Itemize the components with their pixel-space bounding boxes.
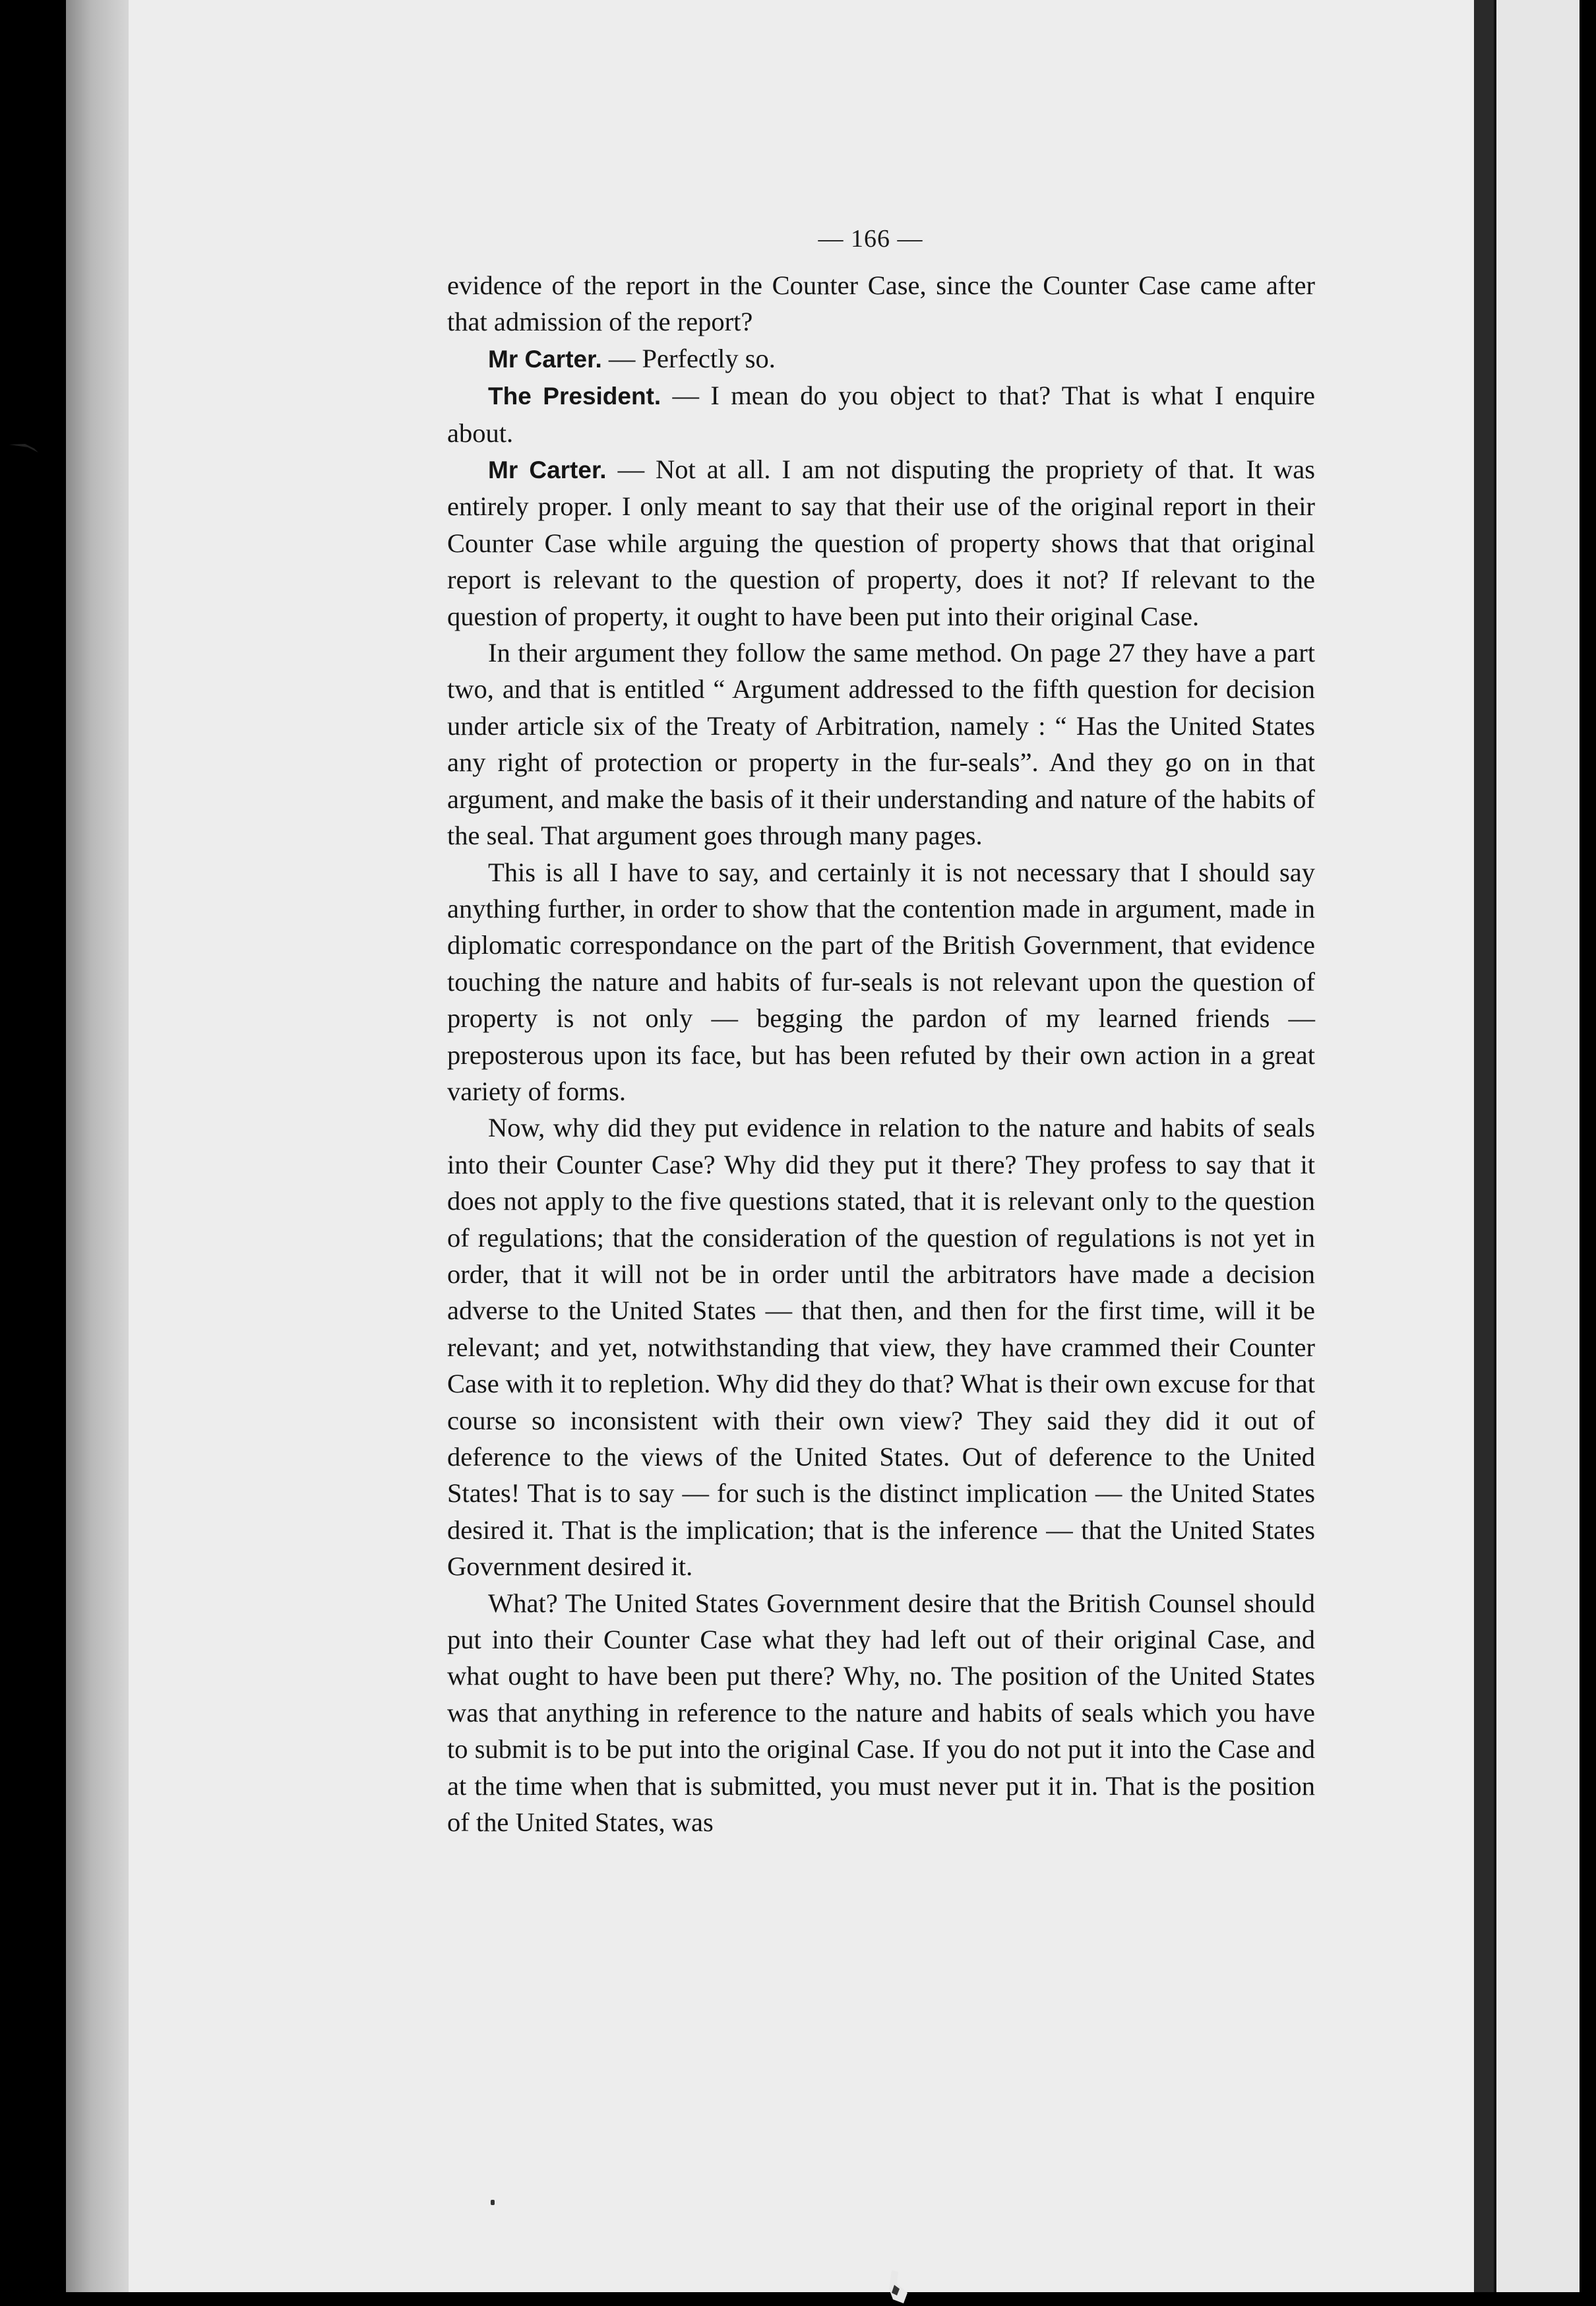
paragraph-text: In their argument they follow the same method. On page 27 they have a part two, and that is entitled “ Argument addressed to the fifth question for decision under article six of the Treaty of Arbitration, namely : “ Has the United States any right of protection or property in the fur-seals”. And they go on in that argument, and make the basis of it their understanding and nature of the habits of the seal. That argument goes through many pages.: [447, 638, 1315, 851]
paragraph-text: — I mean do you object to that? That is what I enquire about.: [447, 381, 1316, 448]
scan-border-bottom: [0, 2292, 1596, 2306]
body-text: [447, 267, 1315, 1840]
paragraph: [447, 1109, 1315, 1584]
page-number: — 166 —: [818, 225, 923, 253]
paragraph: [447, 340, 1315, 377]
paragraph-text: Now, why did they put evidence in relation to the nature and habits of seals into their Counter Case? Why did they put it there? They profess to say that it does not apply to the five questions stated, that it is relevant only to the question of regulations; that the consideration of the question of regulations is not yet in order, that it will not be in order until the arbitrators have made a decision adverse to the United States — that then, and then for the first time, will it be relevant; and yet, notwithstanding that view, they have crammed their Counter Case with it to repletion. Why did they do that? What is their own excuse for that course so inconsistent with their own view? They said they did it out of deference to the views of the United States. Out of deference to the United States! That is to say — for such is the distinct implication — the United States desired it. That is the implication; that is the inference — that the United States Government desired it.: [447, 1113, 1315, 1582]
paragraph: [447, 854, 1315, 1110]
paragraph-text: evidence of the report in the Counter Case, since the Counter Case came after that admission of the report?: [447, 270, 1315, 337]
binding-shadow: [66, 0, 129, 2306]
paragraph: [447, 635, 1315, 854]
paragraph-text: This is all I have to say, and certainly it is not necessary that I should say anything further, in order to show that the contention made in argument, made in diplomatic correspondance on the part of the British Government, that evidence touching the nature and habits of fur-seals is not relevant upon the question of property is not only — begging the pardon of my learned friends — preposterous upon its face, but has been refuted by their own action in a great variety of forms.: [447, 857, 1315, 1106]
paragraph: [447, 267, 1315, 340]
paragraph-text: What? The United States Government desire that the British Counsel should put into their Counter Case what they had left out of their original Case, and what ought to have been put there? Why, no. The position of the United States was that anything in reference to the nature and habits of seals which you have to submit is to be put into the original Case. If you do not put it into the Case and at the time when that is submitted, you must never put it in. That is the position of the United States, was: [447, 1588, 1315, 1838]
ink-speck: [491, 2200, 495, 2205]
speaker-name: Mr Carter.: [488, 456, 607, 484]
paragraph: [447, 1585, 1315, 1841]
page-gutter: [1474, 0, 1494, 2306]
speaker-name: Mr Carter.: [488, 345, 602, 373]
paragraph: [447, 377, 1315, 451]
paragraph-text: — Not at all. I am not disputing the propriety of that. It was entirely proper. I only meant to say that their use of the original report in their Counter Case while arguing the question of property shows that that original report is relevant to the question of property, does it not? If relevant to the question of property, it ought to have been put into their original Case.: [447, 454, 1316, 631]
scan-border: [1580, 0, 1596, 2306]
speaker-name: The President.: [488, 383, 661, 410]
paragraph: [447, 451, 1315, 635]
margin-smudge-mark: [8, 441, 41, 454]
scan-artifact-mark: [877, 2269, 917, 2306]
paragraph-text: — Perfectly so.: [601, 343, 776, 373]
